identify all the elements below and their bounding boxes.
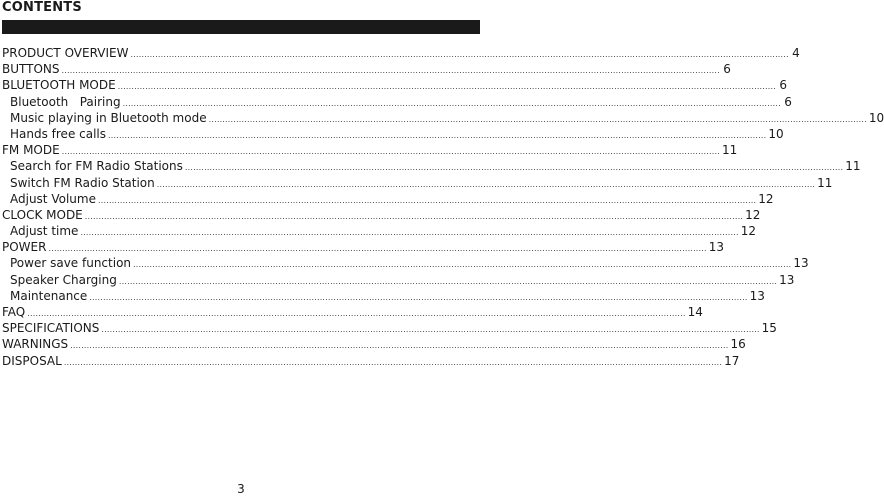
toc-subentry[interactable] bbox=[2, 288, 765, 304]
toc-subentry[interactable] bbox=[2, 126, 784, 142]
dot-leader bbox=[89, 290, 747, 306]
toc-entry-title: Adjust time bbox=[10, 224, 79, 239]
heading-bar bbox=[2, 20, 480, 34]
toc-entry[interactable] bbox=[2, 336, 746, 352]
dot-leader bbox=[118, 79, 776, 95]
toc-entry[interactable] bbox=[2, 320, 777, 336]
toc-entry-page: 6 bbox=[723, 62, 731, 77]
toc-entry[interactable] bbox=[2, 207, 761, 223]
toc-subentry[interactable] bbox=[2, 223, 757, 239]
dot-leader bbox=[85, 209, 743, 225]
dot-leader bbox=[48, 241, 706, 257]
toc-entry-title: FM MODE bbox=[2, 143, 60, 158]
toc-entry-title: Bluetooth Pairing bbox=[10, 94, 121, 109]
toc-entry-page: 13 bbox=[749, 288, 765, 303]
dot-leader bbox=[119, 274, 777, 290]
dot-leader bbox=[80, 225, 738, 241]
toc-entry-title: Maintenance bbox=[10, 288, 88, 303]
page-number: 3 bbox=[237, 482, 245, 496]
toc-entry-title: POWER bbox=[2, 240, 47, 255]
toc-entry[interactable] bbox=[2, 353, 740, 369]
toc-entry-page: 13 bbox=[793, 256, 809, 271]
toc-subentry[interactable] bbox=[2, 110, 884, 126]
toc-entry-title: Speaker Charging bbox=[10, 272, 117, 287]
table-of-contents bbox=[2, 45, 884, 369]
dot-leader bbox=[70, 338, 728, 354]
toc-entry-title: Adjust Volume bbox=[10, 191, 96, 206]
toc-entry-page: 11 bbox=[845, 159, 861, 174]
toc-entry-title: Hands free calls bbox=[10, 126, 107, 141]
dot-leader bbox=[130, 47, 788, 63]
toc-entry-title: Switch FM Radio Station bbox=[10, 175, 155, 190]
toc-entry-title: SPECIFICATIONS bbox=[2, 321, 100, 336]
toc-entry-title: CLOCK MODE bbox=[2, 207, 83, 222]
toc-entry-page: 13 bbox=[708, 240, 725, 255]
toc-subentry[interactable] bbox=[2, 272, 795, 288]
toc-entry[interactable] bbox=[2, 304, 703, 320]
dot-leader bbox=[185, 160, 843, 176]
toc-entry[interactable] bbox=[2, 239, 725, 255]
dot-leader bbox=[123, 96, 781, 112]
toc-entry-title: Power save function bbox=[10, 256, 132, 271]
toc-entry-title: Search for FM Radio Stations bbox=[10, 159, 183, 174]
toc-entry[interactable] bbox=[2, 45, 800, 61]
toc-entry-page: 6 bbox=[779, 78, 788, 93]
dot-leader bbox=[101, 322, 759, 338]
dot-leader bbox=[62, 63, 720, 79]
toc-entry-page: 11 bbox=[817, 175, 833, 190]
toc-entry-title: PRODUCT OVERVIEW bbox=[2, 46, 129, 60]
toc-subentry[interactable] bbox=[2, 255, 809, 271]
toc-subentry[interactable] bbox=[2, 158, 861, 174]
dot-leader bbox=[108, 128, 766, 144]
dot-leader bbox=[27, 306, 685, 322]
toc-entry-page: 15 bbox=[761, 321, 777, 336]
dot-leader bbox=[157, 177, 815, 193]
dot-leader bbox=[64, 355, 722, 371]
toc-entry-page: 12 bbox=[740, 224, 757, 239]
contents-heading: CONTENTS bbox=[2, 0, 82, 15]
toc-entry[interactable] bbox=[2, 61, 731, 77]
dot-leader bbox=[133, 257, 791, 273]
toc-entry-page: 11 bbox=[722, 143, 738, 158]
toc-entry-title: WARNINGS bbox=[2, 337, 69, 352]
toc-entry-page: 12 bbox=[758, 191, 774, 206]
toc-entry[interactable] bbox=[2, 142, 738, 158]
toc-entry-page: 12 bbox=[745, 207, 761, 222]
toc-subentry[interactable] bbox=[2, 175, 833, 191]
toc-entry-page: 16 bbox=[730, 337, 746, 352]
toc-entry-page: 17 bbox=[724, 353, 740, 368]
toc-subentry[interactable] bbox=[2, 94, 792, 110]
toc-entry-page: 14 bbox=[687, 305, 703, 319]
toc-entry-title: FAQ bbox=[2, 305, 26, 319]
toc-entry-page: 4 bbox=[792, 46, 800, 60]
toc-entry-title: Music playing in Bluetooth mode bbox=[10, 110, 207, 125]
toc-entry-page: 10 bbox=[768, 126, 784, 141]
toc-entry-page: 10 bbox=[868, 110, 884, 125]
dot-leader bbox=[98, 193, 756, 209]
toc-entry[interactable] bbox=[2, 77, 788, 93]
toc-entry-title: DISPOSAL bbox=[2, 353, 62, 368]
toc-entry-title: BLUETOOTH MODE bbox=[2, 78, 116, 93]
toc-entry-page: 13 bbox=[779, 272, 795, 287]
toc-subentry[interactable] bbox=[2, 191, 774, 207]
toc-entry-title: BUTTONS bbox=[2, 62, 60, 77]
toc-entry-page: 6 bbox=[784, 94, 792, 109]
